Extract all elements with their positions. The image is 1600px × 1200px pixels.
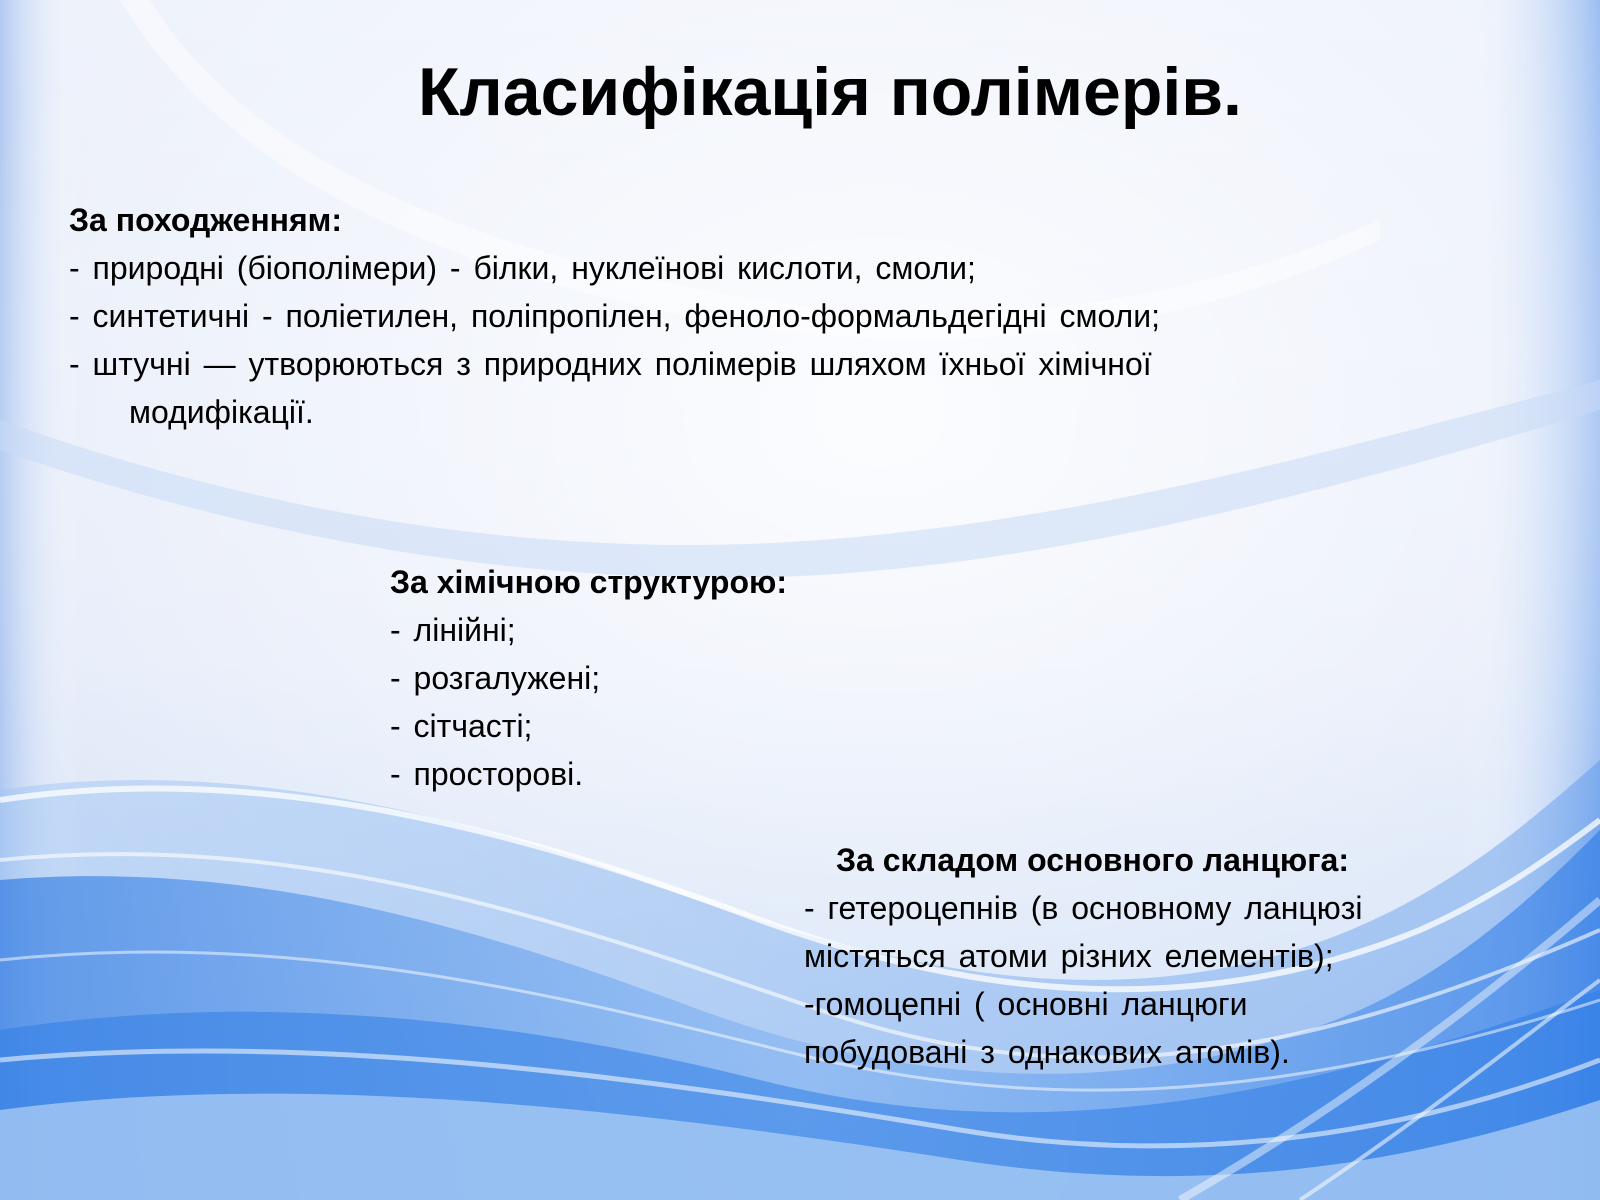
origin-item-artificial-continued: модифікації. [129,394,314,430]
structure-item-spatial: - просторові. [390,756,584,792]
chain-item-hetero-continued: містяться атоми різних елементів); [804,938,1334,974]
origin-item-natural: - природні (біополімери) - білки, нуклеїнові кислоти, смоли; [69,250,976,286]
origin-item-synthetic: - синтетичні - поліетилен, поліпропілен, феноло-формальдегідні смоли; [69,298,1160,334]
structure-item-linear: - лінійні; [390,612,516,648]
structure-item-network: - сітчасті; [390,708,533,744]
chain-item-homo: -гомоцепні ( основні ланцюги [804,986,1248,1022]
structure-item-branched: - розгалужені; [390,660,601,696]
origin-item-artificial: - штучні — утворюються з природних полімерів шляхом їхньої хімічної [69,346,1152,382]
chain-item-hetero: - гетероцепнів (в основному ланцюзі [804,890,1363,926]
chain-classification [804,836,1362,1076]
slide-title: Класифікація полімерів. [418,54,1242,130]
chain-heading: За складом основного ланцюга: [836,842,1349,878]
origin-classification [69,196,1160,436]
chain-item-homo-continued: побудовані з однакових атомів). [804,1034,1290,1070]
origin-heading: За походженням: [69,202,342,238]
structure-heading: За хімічною структурою: [390,564,787,600]
structure-classification [390,558,787,798]
